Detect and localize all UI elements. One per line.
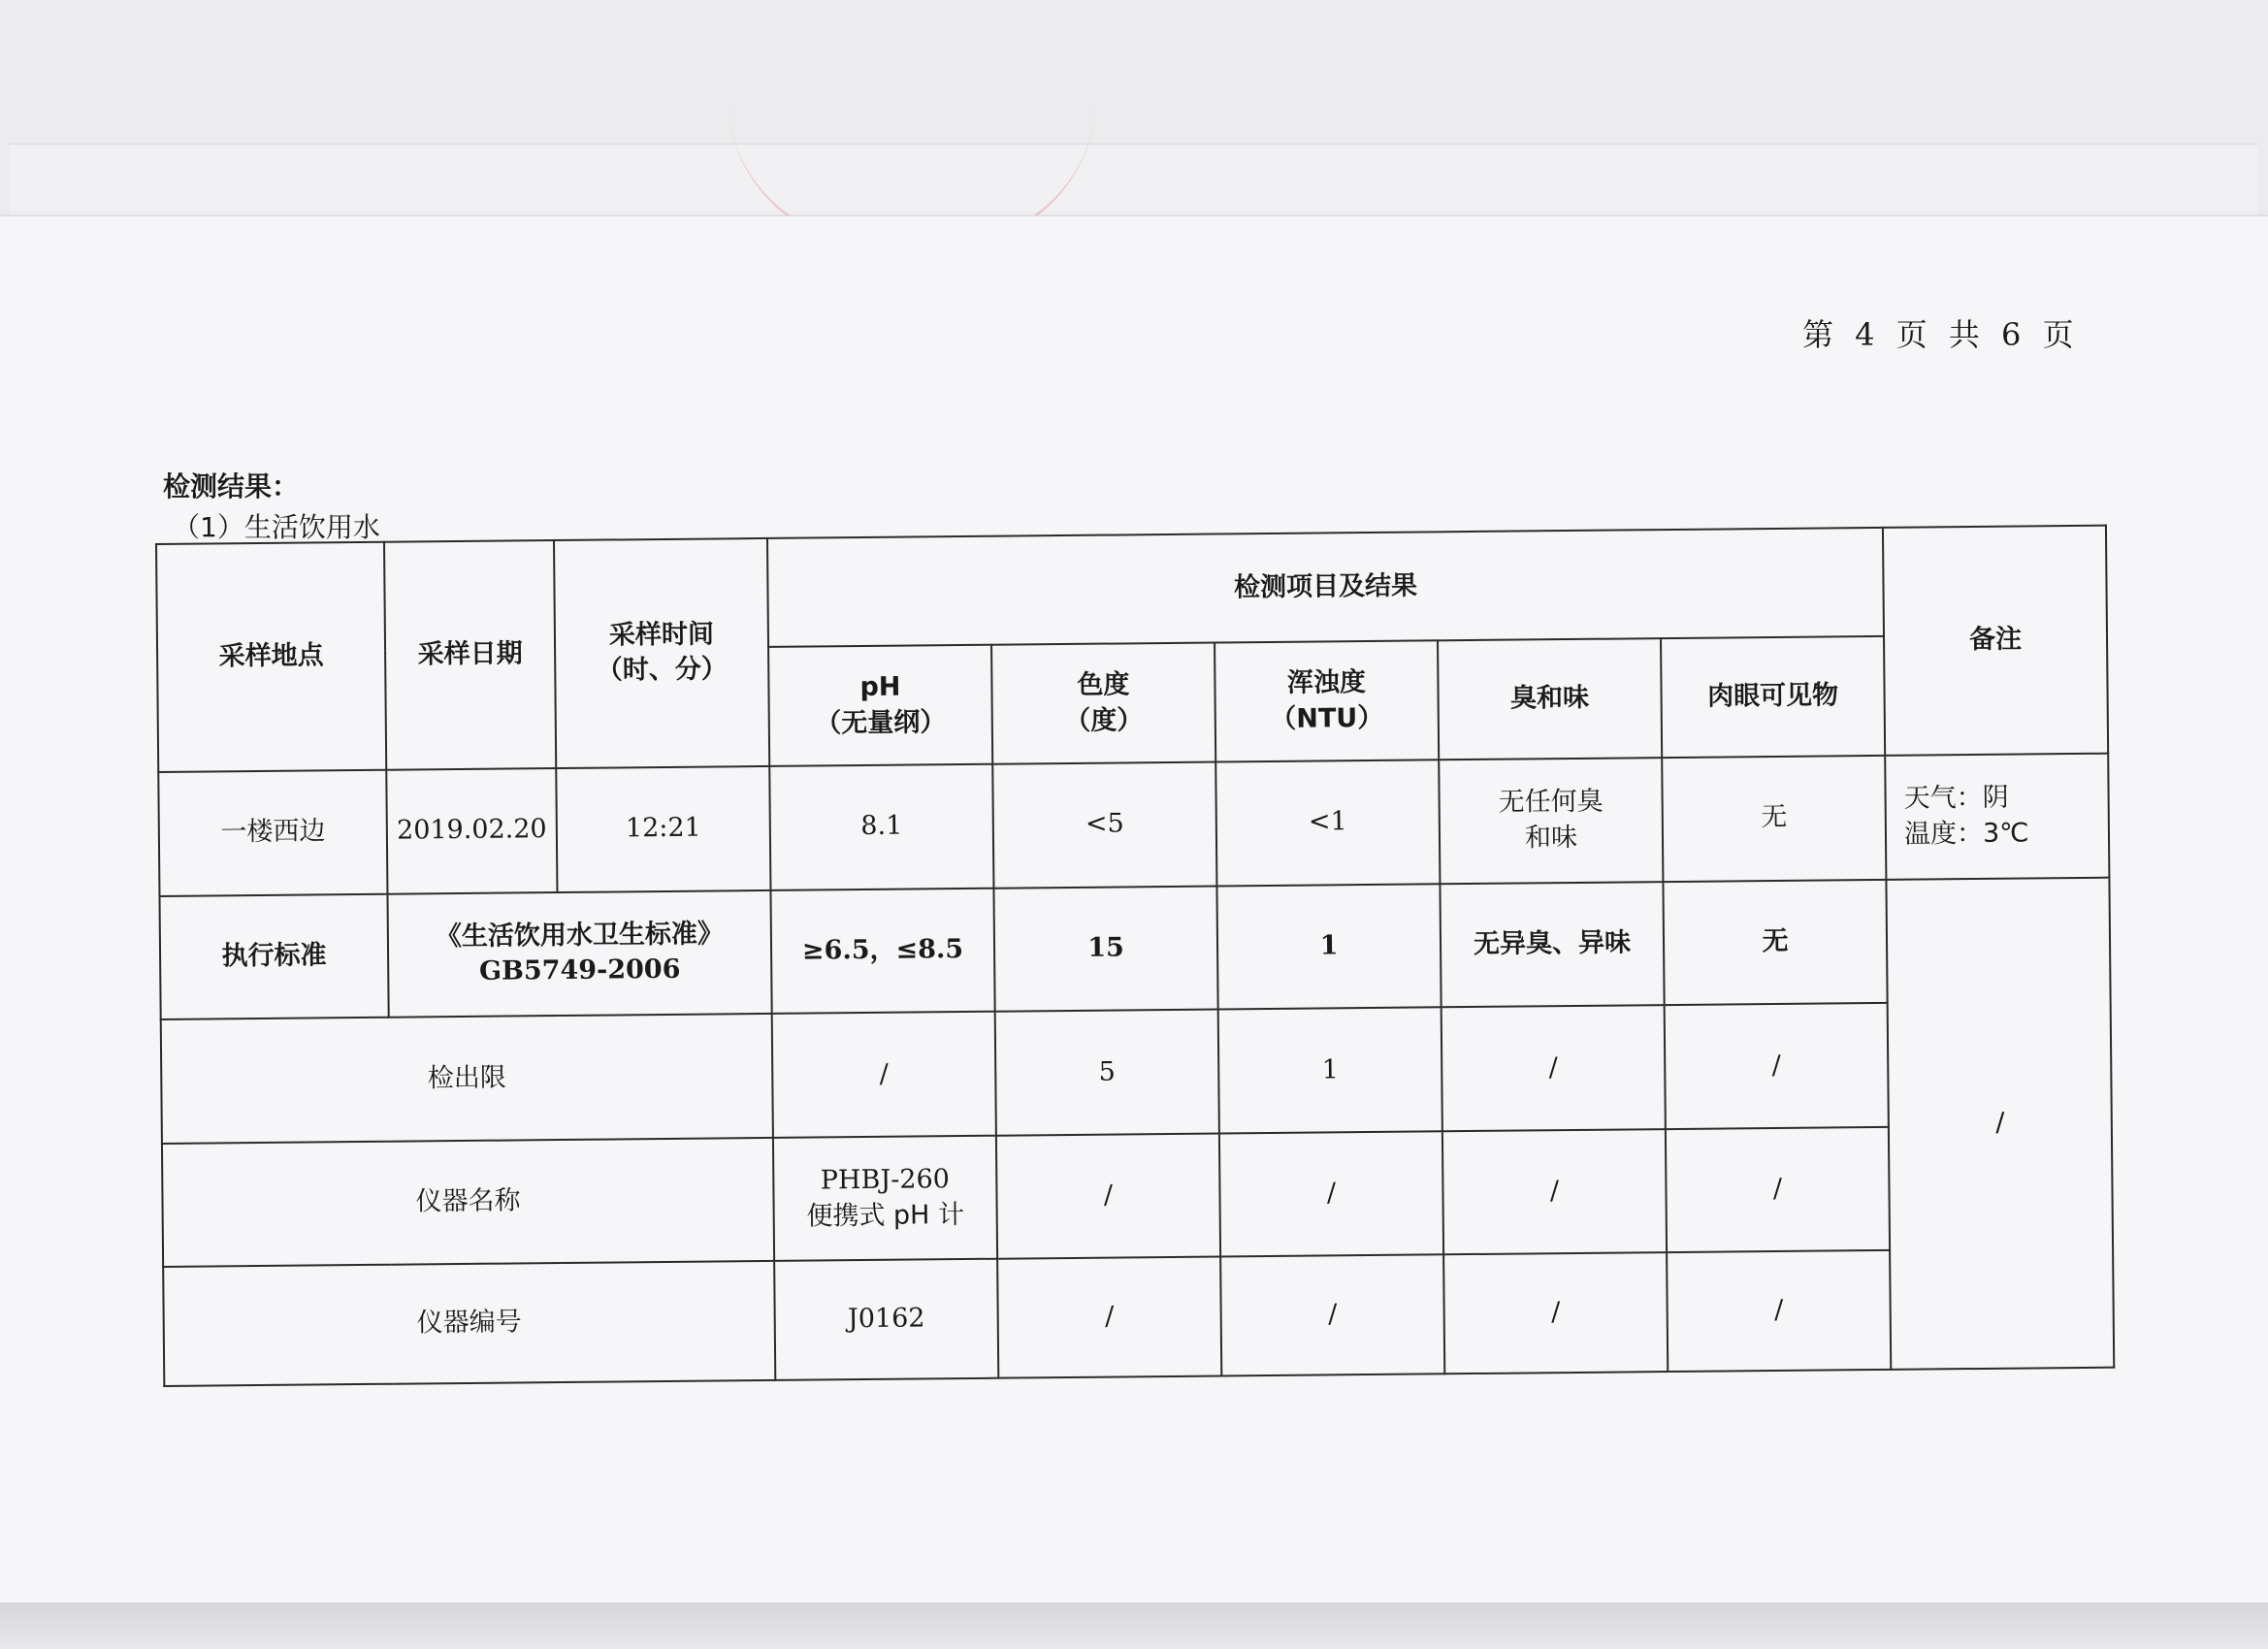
sample-odor-line2: 和味: [1524, 822, 1578, 854]
header-ph-line1: pH: [859, 671, 901, 703]
header-color-line2: （度）: [1064, 704, 1144, 736]
instrument-no-ph: J0162: [774, 1259, 998, 1380]
header-odor: 臭和味: [1438, 638, 1662, 760]
instrument-name-odor: /: [1442, 1129, 1667, 1255]
section-subtitle: （1）生活饮用水: [173, 511, 380, 543]
detection-limit-ph: /: [772, 1012, 996, 1138]
standard-name: [387, 889, 771, 1017]
header-turbidity: [1215, 641, 1439, 762]
section-title: 检测结果：: [163, 470, 300, 502]
standard-ph: ≥6.5，≤8.5: [770, 888, 994, 1014]
detection-limit-row: [161, 1001, 2112, 1144]
instrument-no-odor: /: [1443, 1252, 1668, 1374]
remark-bottom: /: [1886, 877, 2114, 1370]
header-turbidity-line2: （NTU）: [1270, 702, 1384, 734]
sample-visible: 无: [1662, 756, 1886, 882]
standard-row: [159, 877, 2110, 1019]
header-remark: 备注: [1883, 526, 2108, 756]
instrument-no-row: [163, 1248, 2114, 1386]
sample-row: [158, 754, 2109, 896]
header-turbidity-line1: 浑浊度: [1286, 667, 1367, 698]
header-ph: [768, 645, 992, 766]
header-visible: 肉眼可见物: [1661, 636, 1885, 758]
header-time: [554, 538, 769, 768]
sample-odor: [1439, 758, 1663, 884]
standard-label: 执行标准: [159, 893, 388, 1019]
header-color-line1: 色度: [1077, 669, 1130, 701]
header-time-line1: 采样时间: [608, 619, 715, 651]
sample-time: 12:21: [556, 766, 770, 892]
detection-limit-turbidity: 1: [1218, 1007, 1442, 1133]
scan-bottom-edge: [0, 1602, 2268, 1649]
detection-limit-odor: /: [1442, 1005, 1666, 1131]
sample-site: 一楼西边: [158, 770, 387, 896]
header-site: 采样地点: [156, 542, 386, 772]
sample-color: <5: [992, 761, 1216, 888]
instrument-no-turbidity: /: [1220, 1255, 1444, 1376]
standard-odor: 无异臭、异味: [1440, 882, 1664, 1008]
instrument-name-ph-line2: 便携式 pH 计: [806, 1199, 965, 1232]
detection-limit-label: 检出限: [161, 1014, 773, 1144]
instrument-name-color: /: [996, 1133, 1220, 1259]
sample-remark-temperature: 温度：3℃: [1903, 818, 2029, 850]
instrument-name-ph-line1: PHBJ-260: [820, 1164, 950, 1196]
results-table: [155, 525, 2115, 1387]
sample-odor-line1: 无任何臭: [1498, 786, 1604, 818]
header-date: 采样日期: [384, 540, 556, 770]
header-color: [991, 643, 1215, 764]
instrument-no-label: 仪器编号: [163, 1261, 775, 1386]
detection-limit-visible: /: [1665, 1003, 1889, 1129]
page-number: 第 4 页 共 6 页: [1802, 316, 2080, 353]
sample-turbidity: <1: [1215, 760, 1440, 886]
sample-ph: 8.1: [769, 764, 993, 890]
sample-remark: [1885, 754, 2109, 880]
header-row-1: [156, 526, 2107, 654]
instrument-name-row: [162, 1124, 2113, 1267]
standard-color: 15: [993, 886, 1217, 1012]
standard-name-line2: GB5749-2006: [478, 954, 681, 987]
instrument-no-visible: /: [1667, 1250, 1891, 1372]
header-ph-line2: （无量纲）: [815, 706, 947, 739]
instrument-name-turbidity: /: [1219, 1131, 1443, 1257]
instrument-name-label: 仪器名称: [162, 1138, 774, 1268]
standard-turbidity: 1: [1216, 884, 1441, 1010]
instrument-name-ph: [773, 1135, 997, 1261]
header-group: 检测项目及结果: [767, 528, 1884, 647]
instrument-name-visible: /: [1666, 1127, 1890, 1253]
sample-remark-weather: 天气：阴: [1903, 782, 2009, 814]
sample-date: 2019.02.20: [386, 768, 557, 893]
header-time-line2: （时、分）: [596, 654, 728, 687]
instrument-no-color: /: [997, 1257, 1221, 1378]
detection-limit-color: 5: [995, 1010, 1219, 1136]
standard-name-line1: 《生活饮用水卫生标准》: [435, 919, 725, 953]
standard-visible: 无: [1663, 879, 1887, 1005]
